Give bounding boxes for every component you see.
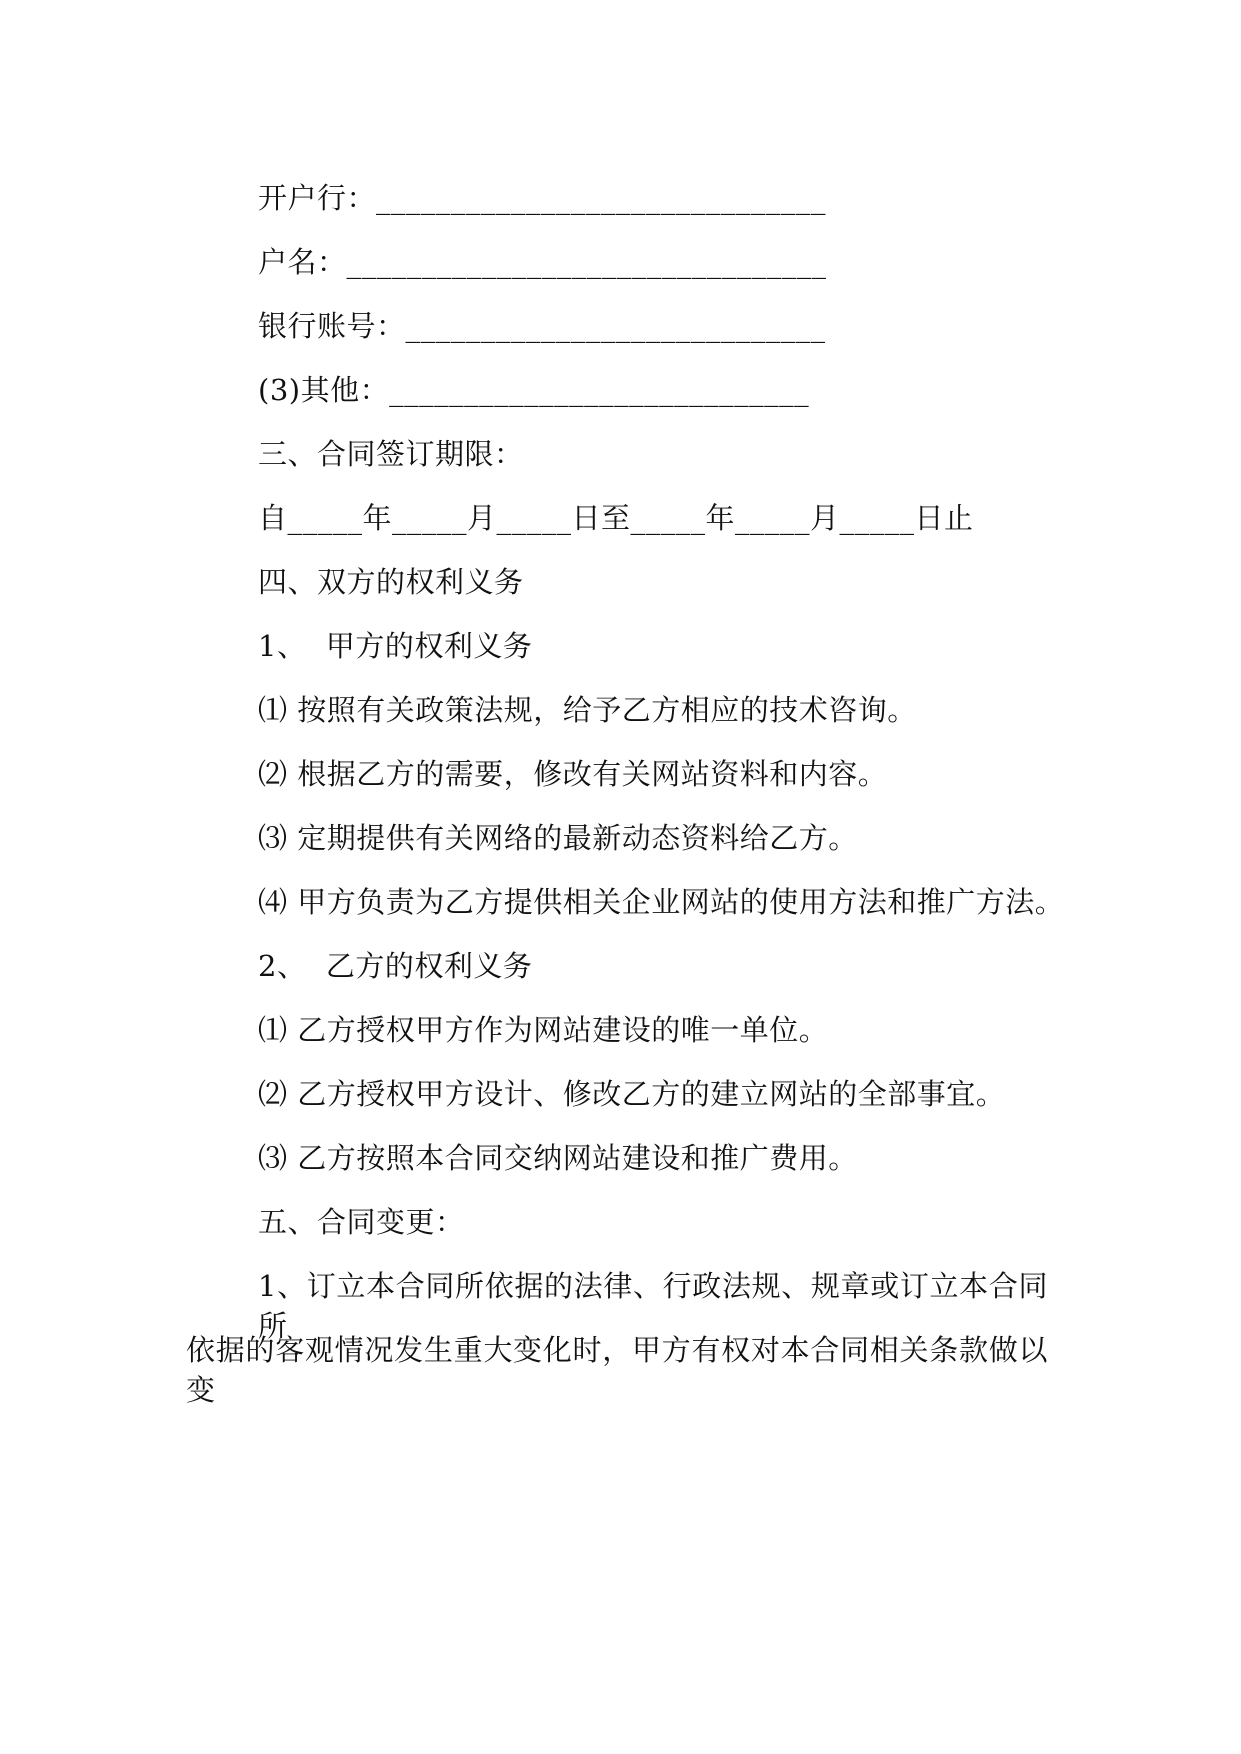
section-heading-term: 三、合同签订期限： bbox=[258, 437, 524, 471]
party-a-item-4: ⑷ 甲方负责为乙方提供相关企业网站的使用方法和推广方法。 bbox=[258, 885, 1065, 919]
party-a-item-3: ⑶ 定期提供有关网络的最新动态资料给乙方。 bbox=[258, 821, 858, 855]
section-heading-rights: 四、双方的权利义务 bbox=[258, 565, 524, 599]
section-heading-change: 五、合同变更： bbox=[258, 1205, 465, 1239]
party-b-heading: 2、 乙方的权利义务 bbox=[258, 949, 533, 983]
party-b-item-1: ⑴ 乙方授权甲方作为网站建设的唯一单位。 bbox=[258, 1013, 829, 1047]
change-paragraph-line-2: 依据的客观情况发生重大变化时，甲方有权对本合同相关条款做以变 bbox=[186, 1333, 1048, 1407]
party-b-item-2: ⑵ 乙方授权甲方设计、修改乙方的建立网站的全部事宜。 bbox=[258, 1077, 1006, 1111]
other-field: (3)其他：____________________________ bbox=[258, 373, 810, 407]
term-date-range: 自_____年_____月_____日至_____年_____月_____日止 bbox=[258, 501, 974, 535]
account-name-field: 户名：________________________________ bbox=[258, 245, 827, 279]
party-a-item-2: ⑵ 根据乙方的需要，修改有关网站资料和内容。 bbox=[258, 757, 888, 791]
party-a-item-1: ⑴ 按照有关政策法规，给予乙方相应的技术咨询。 bbox=[258, 693, 917, 727]
change-paragraph-line-1: 1、订立本合同所依据的法律、行政法规、规章或订立本合同所 bbox=[258, 1269, 1048, 1343]
party-b-item-3: ⑶ 乙方按照本合同交纳网站建设和推广费用。 bbox=[258, 1141, 858, 1175]
bank-account-field: 银行账号：____________________________ bbox=[258, 309, 826, 343]
bank-name-field: 开户行：______________________________ bbox=[258, 181, 827, 215]
party-a-heading: 1、 甲方的权利义务 bbox=[258, 629, 533, 663]
